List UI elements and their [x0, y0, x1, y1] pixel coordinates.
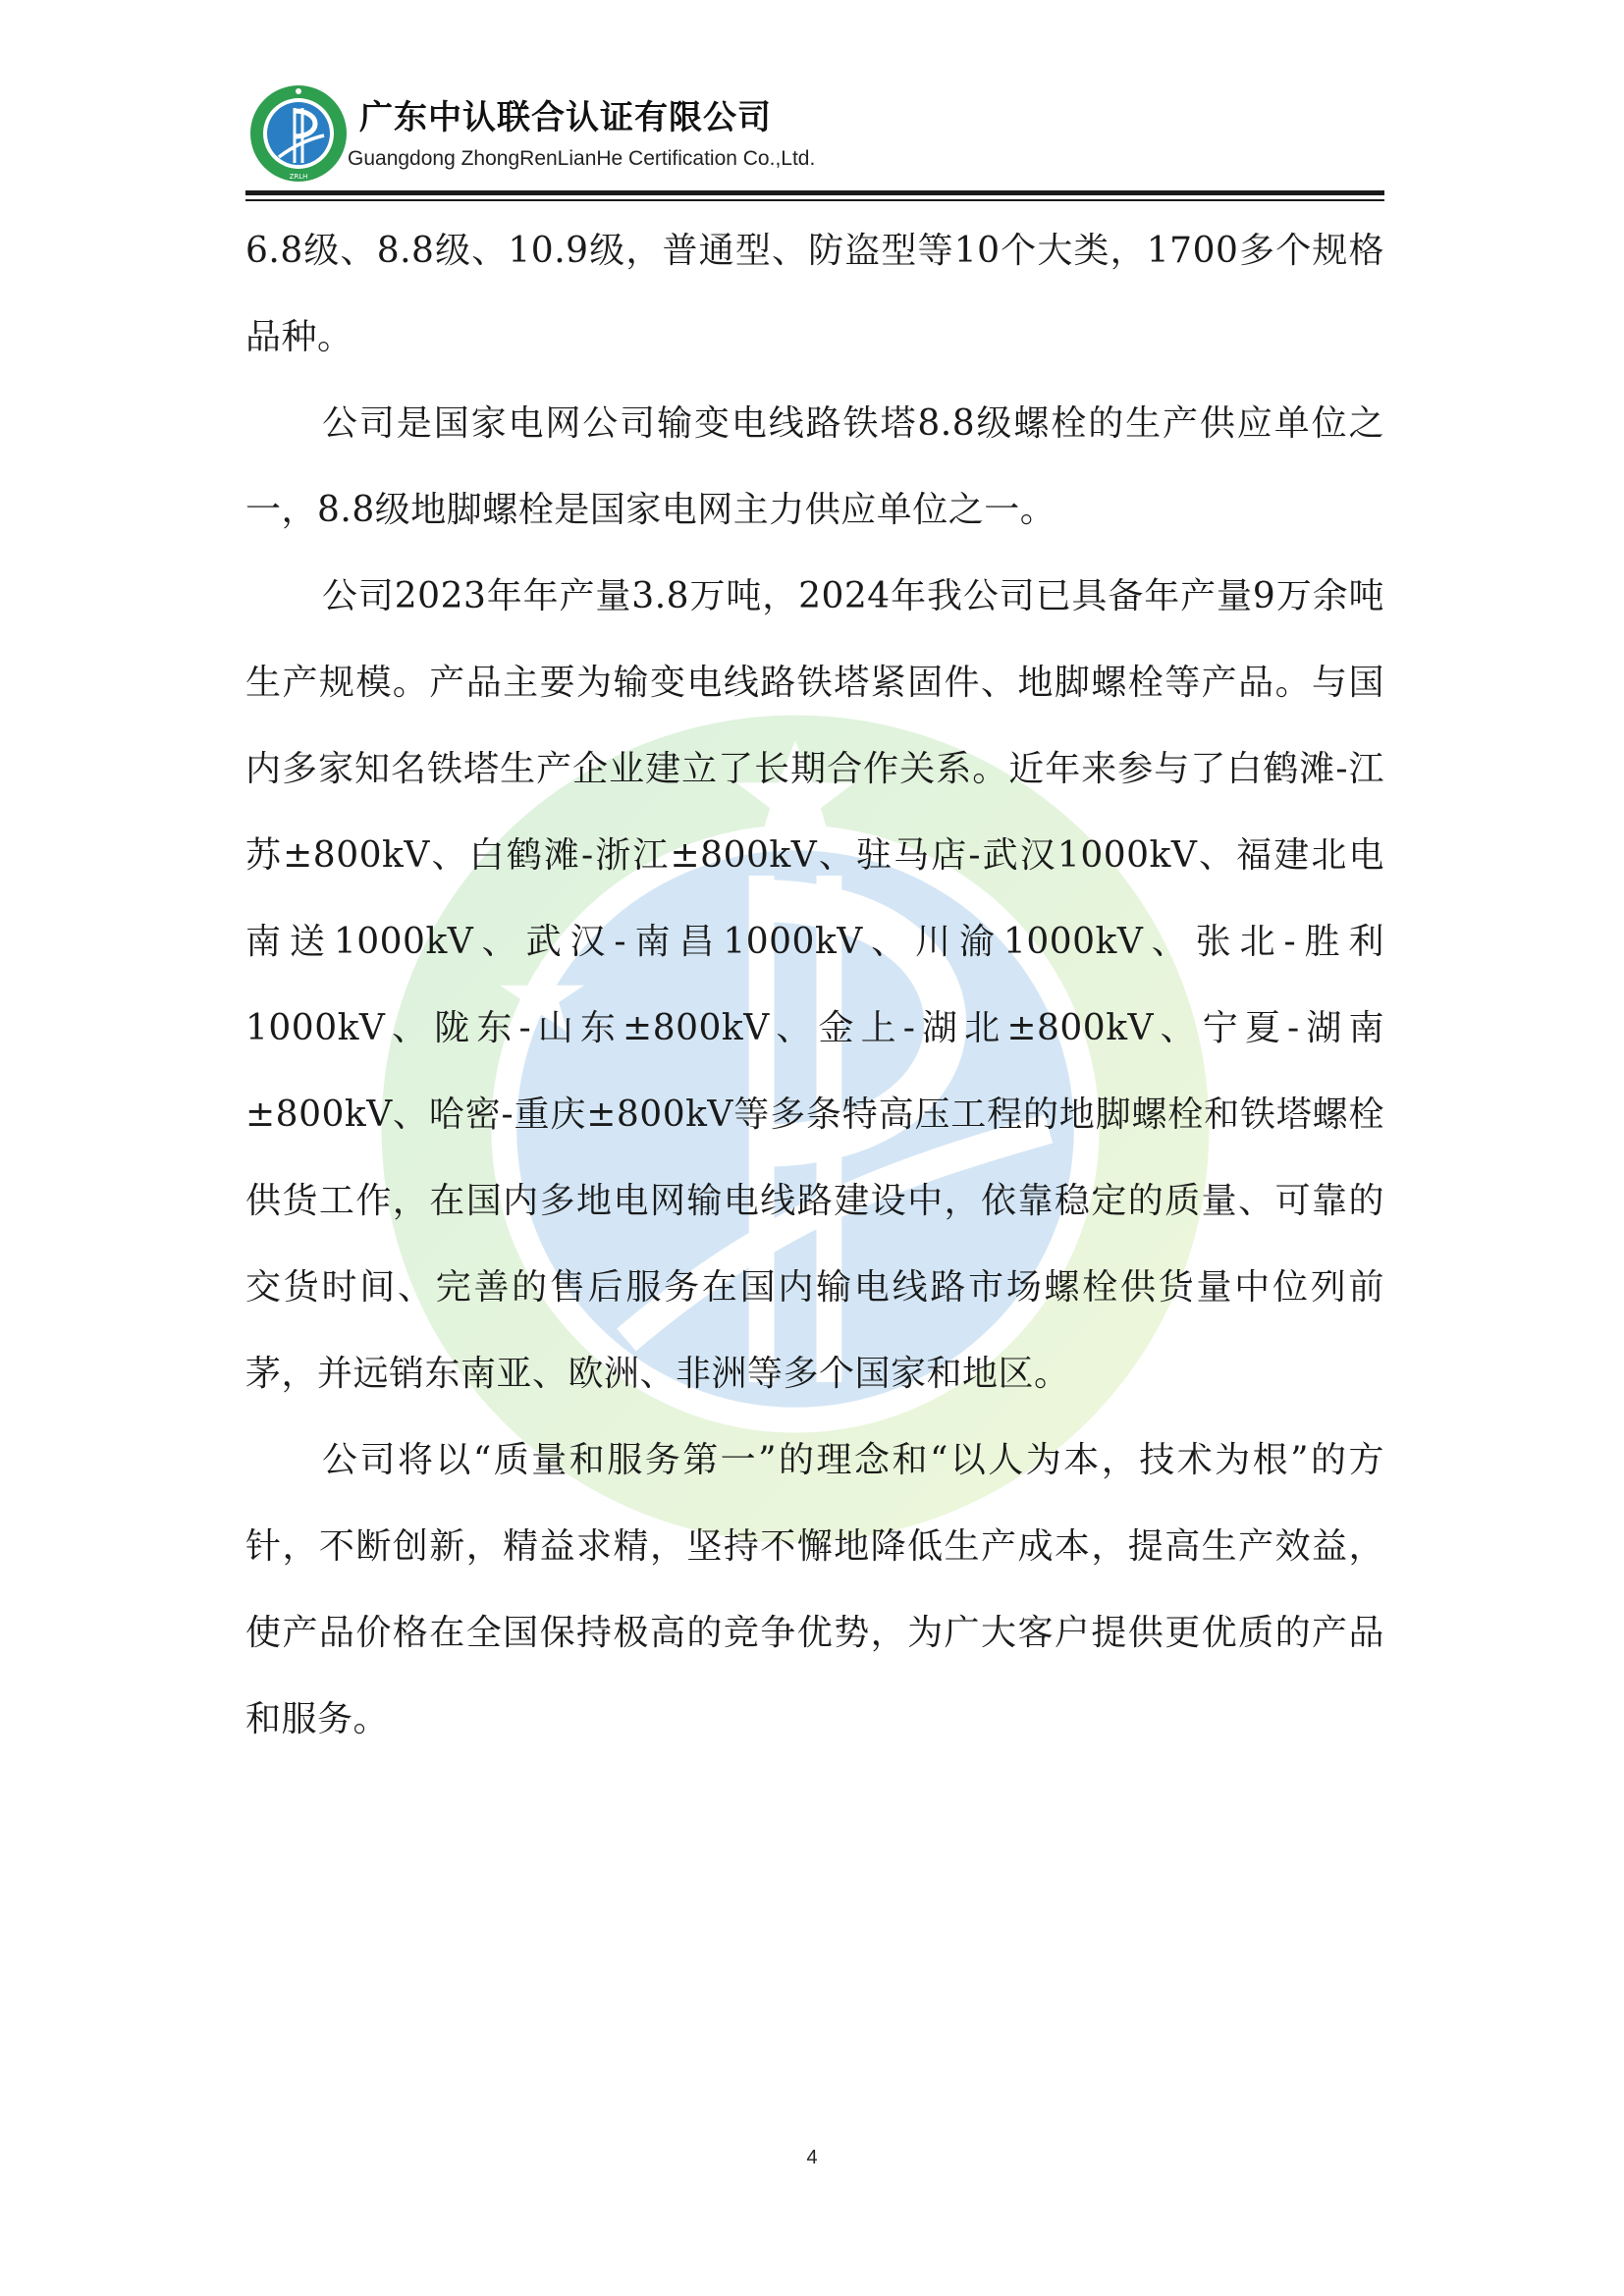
- page-number: 4: [806, 2147, 818, 2168]
- paragraph-continued: 6.8级、8.8级、10.9级，普通型、防盗型等10个大类，1700多个规格品种。: [245, 231, 1384, 357]
- svg-text:ZRLH: ZRLH: [289, 173, 308, 181]
- header-divider-thin: [245, 199, 1384, 201]
- paragraph-supplier-status: 公司是国家电网公司输变电线路铁塔8.8级螺栓的生产供应单位之一，8.8级地脚螺栓是国家电网主力供应单位之一。: [245, 403, 1384, 530]
- company-name-chinese: 广东中认联合认证有限公司: [359, 98, 772, 137]
- letterhead: [245, 79, 1384, 194]
- header-divider-thick: [245, 190, 1384, 195]
- paragraph-philosophy: 公司将以“质量和服务第一”的理念和“以人为本，技术为根”的方针，不断创新，精益求精，坚持不懈地降低生产成本，提高生产效益，使产品价格在全国保持极高的竞争优势，为广大客户提供更优质的产品和服务。: [245, 1440, 1384, 1739]
- paragraph-production-projects: 公司2023年年产量3.8万吨，2024年我公司已具备年产量9万余吨生产规模。产品主要为输变电线路铁塔紧固件、地脚螺栓等产品。与国内多家知名铁塔生产企业建立了长期合作关系。近年来参与了白鹤滩-江苏±800kV、白鹤滩-浙江±800kV、驻马店-武汉1000kV、福建北电南送1000kV、武汉-南昌1000kV、川渝1000kV、张北-胜利1000kV、陇东-山东±800kV、金上-湖北±800kV、宁夏-湖南±800kV、哈密-重庆±800kV等多条特高压工程的地脚螺栓和铁塔螺栓供货工作，在国内多地电网输电线路建设中，依靠稳定的质量、可靠的交货时间、完善的售后服务在国内输电线路市场螺栓供货量中位列前茅，并远销东南亚、欧洲、非洲等多个国家和地区。: [245, 576, 1384, 1394]
- company-seal-logo-icon: [249, 84, 348, 183]
- document-body: [245, 208, 1384, 1763]
- company-name-english: Guangdong ZhongRenLianHe Certification Co.,Ltd.: [348, 147, 816, 170]
